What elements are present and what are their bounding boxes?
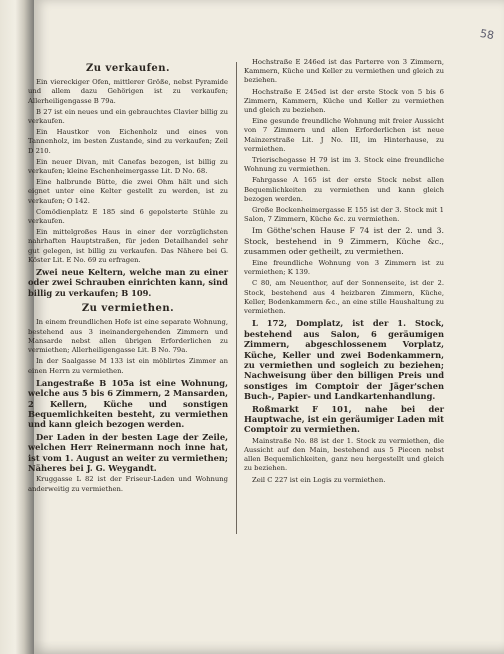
- advertisement: Hochstraße E 245ed ist der erste Stock von 5 bis 6 Zimmern, Kammern, Küche und Keller zu vermiethen und gleich zu beziehen.: [244, 87, 444, 115]
- left-column: [28, 58, 228, 496]
- advertisement: Langestraße B 105a ist eine Wohnung, welche aus 5 bis 6 Zimmern, 2 Mansarden, 2 Kellern, Küche und sonstigen Bequemlichkeiten besteht, zu vermiethen und kann gleich bezogen werden.: [28, 377, 228, 430]
- advertisement: Trierischegasse H 79 ist im 3. Stock eine freundliche Wohnung zu vermiethen.: [244, 156, 444, 174]
- advertisement: Eine halbrunde Bütte, die zwei Ohm hält und sich eignet unter eine Kelter gestellt zu werden, ist zu verkaufen; O 142.: [28, 178, 228, 205]
- rent-ads-list: [28, 318, 228, 493]
- advertisement: B 27 ist ein neues und ein gebrauchtes Clavier billig zu verkaufen.: [28, 107, 228, 126]
- advertisement: C 80, am Neuenthor, auf der Sonnenseite, ist der 2. Stock, bestehend aus 4 heizbaren Zimmern, Küche, Keller, Bodenkammern &c., an eine stille Haushaltung zu vermiethen.: [244, 279, 444, 316]
- page-bottom-shadow: [34, 640, 504, 654]
- advertisement: Ein Haustkor von Eichenholz und eines von Tannenholz, im besten Zustande, sind zu verkaufen; Zeil D 210.: [28, 128, 228, 155]
- advertisement: Ein mittelgroßes Haus in einer der vorzüglichsten nahrhaften Hauptstraßen, für jeden Detailhandel sehr gut gelegen, ist billig zu verkaufen. Das Nähere bei G. Köster Lit. E No. 69 zu erfragen.: [28, 228, 228, 264]
- advertisement: Roßmarkt F 101, nahe bei der Hauptwache, ist ein geräumiger Laden mit Comptoir zu vermiethen.: [244, 403, 444, 435]
- advertisement: Zwei neue Keltern, welche man zu einer oder zwei Schrauben einrichten kann, sind billig zu verkaufen; B 109.: [28, 267, 228, 298]
- advertisement: Im Göthe'schen Hause F 74 ist der 2. und 3. Stock, bestehend in 9 Zimmern, Küche &c., zusammen oder getheilt, zu vermiethen.: [244, 226, 444, 256]
- advertisement: Ein viereckiger Ofen, mittlerer Größe, nebst Pyramide und allem dazu Gehörigen ist zu verkaufen; Allerheiligengasse B 79a.: [28, 78, 228, 105]
- advertisement: In der Saalgasse M 133 ist ein möblirtes Zimmer an einen Herrn zu vermiethen.: [28, 357, 228, 375]
- advertisement: Mainstraße No. 88 ist der 1. Stock zu vermiethen, die Aussicht auf den Main, bestehend aus 5 Piecen nebst allen Bequemlichkeiten, ganz neu hergestellt und gleich zu beziehen.: [244, 436, 444, 473]
- advertisement: Fahrgasse A 165 ist der erste Stock nebst allen Bequemlichkeiten zu vermiethen und kann gleich bezogen werden.: [244, 176, 444, 203]
- advertisement: L 172, Domplatz, ist der 1. Stock, bestehend aus Salon, 6 geräumigen Zimmern, abgeschlossenem Vorplatz, Küche, Keller und zwei Bodenkammern, zu vermiethen und sogleich zu beziehen; Nachweisung über den billigen Preis und sonstiges im Comptoir der Jäger'schen Buch-, Papier- und Landkartenhandlung.: [244, 318, 444, 402]
- rent-ads-list-continued: [244, 58, 444, 485]
- advertisement: Große Bockenheimergasse E 155 ist der 3. Stock mit 1 Salon, 7 Zimmern, Küche &c. zu vermiethen.: [244, 206, 444, 224]
- right-column: [244, 58, 444, 487]
- advertisement: Kruggasse L 82 ist der Friseur-Laden und Wohnung anderweitig zu vermiethen.: [28, 475, 228, 493]
- advertisement: Der Laden in der besten Lage der Zeile, welchen Herr Reinermann noch inne hat, ist vom 1. August an weiter zu vermiethen; Näheres bei J. G. Weygandt.: [28, 431, 228, 473]
- advertisement: Comödienplatz E 185 sind 6 gepolsterte Stühle zu verkaufen.: [28, 207, 228, 226]
- advertisement: Eine gesunde freundliche Wohnung mit freier Aussicht von 7 Zimmern und allen Erforderlichen ist neue Mainzerstraße Lit. J No. III, im Hinterhause, zu vermiethen.: [244, 117, 444, 153]
- page-number: 58: [478, 26, 496, 43]
- heading-zu-vermiethen: Zu vermiethen.: [81, 303, 175, 315]
- advertisement: Eine freundliche Wohnung von 3 Zimmern ist zu vermiethen; K 139.: [244, 259, 444, 277]
- advertisement: Zeil C 227 ist ein Logis zu vermiethen.: [252, 475, 386, 484]
- sale-ads-list: [28, 78, 228, 298]
- heading-zu-verkaufen: Zu verkaufen.: [85, 63, 171, 74]
- advertisement: In einem freundlichen Hofe ist eine separate Wohnung, bestehend aus 3 ineinandergehenden Zimmern und Mansarde nebst allen übrigen Erforderlichen zu vermiethen; Allerheiligengasse Lit. B No. 79a.: [28, 318, 228, 355]
- advertisement: Ein neuer Divan, mit Canefas bezogen, ist billig zu verkaufen; kleine Eschenheimergasse Lit. D No. 68.: [28, 157, 228, 176]
- column-divider: [236, 62, 237, 534]
- advertisement: Hochstraße E 246ed ist das Parterre von 3 Zimmern, Kammern, Küche und Keller zu vermiethen und gleich zu beziehen.: [244, 58, 444, 85]
